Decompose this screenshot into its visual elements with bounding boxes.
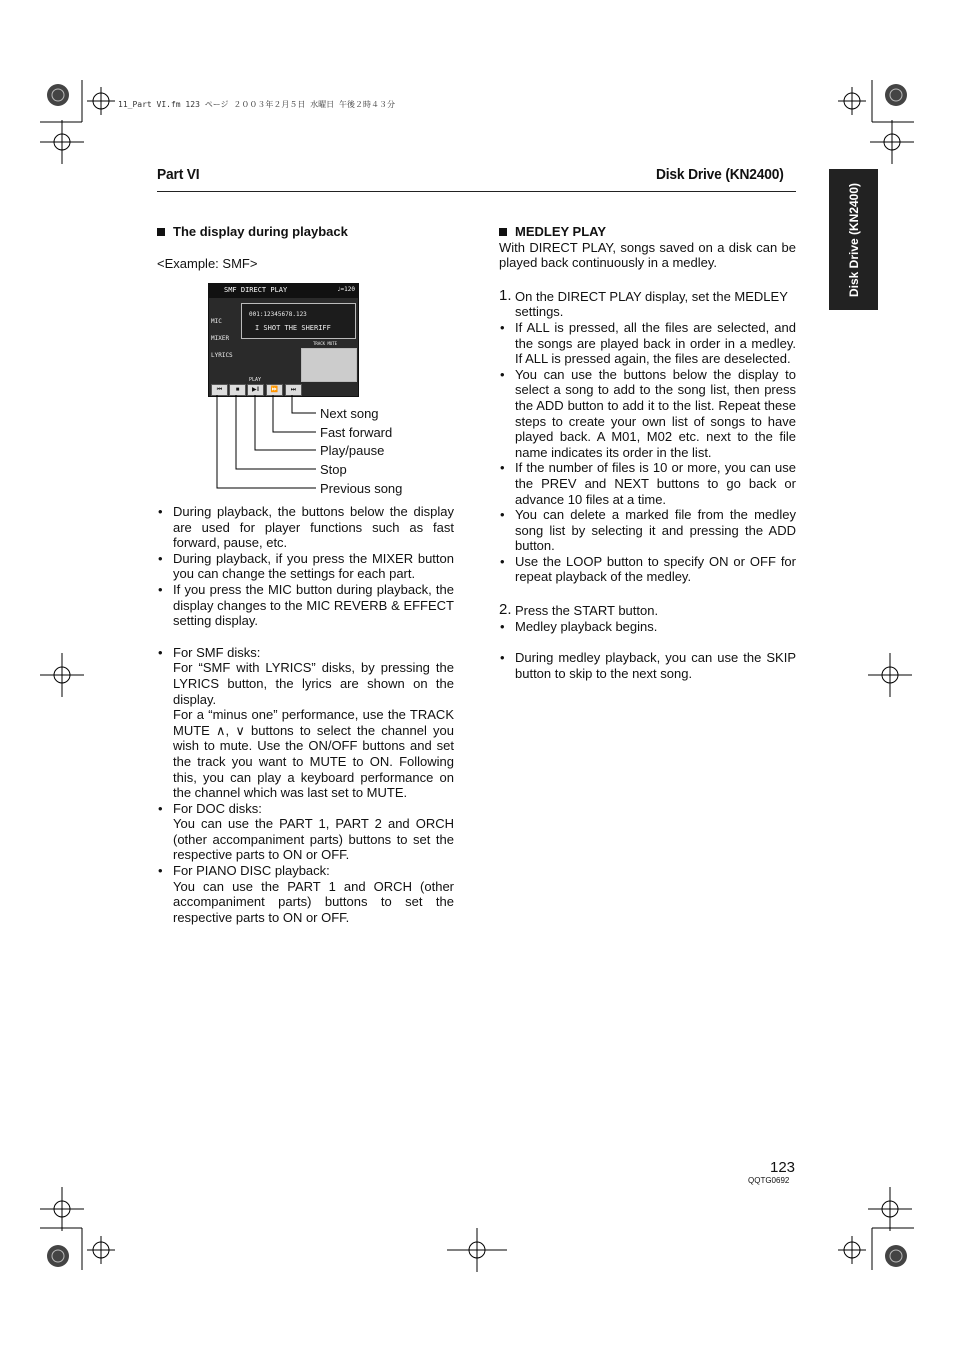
callout-play-pause: Play/pause: [320, 443, 385, 458]
list-item: • Medley playback begins.: [499, 619, 796, 635]
screen-title: SMF DIRECT PLAY: [224, 286, 288, 294]
smf-heading: • For SMF disks:: [157, 645, 454, 661]
section-heading-medley: MEDLEY PLAY: [499, 224, 796, 240]
list-item: • You can delete a marked file from the medley song list by selecting it and pressing the ADD button.: [499, 507, 796, 554]
smf-paragraph-2: For a “minus one” performance, use the TRACK MUTE ∧, ∨ buttons to select the channel you wish to mute. Use the ON/OFF buttons and set the track you want to MUTE to ON. Following this, you can play a keyboard performance on the channel which was last set to MUTE.: [173, 707, 454, 801]
doc-paragraph: You can use the PART 1, PART 2 and ORCH (other accompaniment parts) buttons to set the respective parts to ON or OFF.: [173, 816, 454, 863]
list-item: • Use the LOOP button to specify ON or OFF for repeat playback of the medley.: [499, 554, 796, 585]
smf-paragraph-1: For “SMF with LYRICS” disks, by pressing the LYRICS button, the lyrics are shown on the display.: [173, 660, 454, 707]
list-item: • If you press the MIC button during playback, the display changes to the MIC REVERB & EFFECT setting display.: [157, 582, 454, 629]
section-heading-playback: The display during playback: [157, 224, 454, 240]
piano-heading: • For PIANO DISC playback:: [157, 863, 454, 879]
song-file-line: 001:12345678.123: [249, 311, 307, 318]
step-2-number: 2.: [499, 601, 512, 619]
previous-song-button: ⏮: [211, 384, 228, 396]
callout-stop: Stop: [320, 462, 347, 477]
callout-fast-forward: Fast forward: [320, 425, 393, 440]
list-item: • During playback, if you press the MIXER button you can change the settings for each part.: [157, 551, 454, 582]
song-name: I SHOT THE SHERIFF: [255, 324, 331, 332]
file-meta: 11_Part VI.fm 123 ページ ２００３年２月５日 水曜日 午後２時４３分: [118, 100, 395, 109]
screen-menu-mixer: MIXER: [211, 335, 230, 342]
play-label: PLAY: [249, 377, 262, 383]
screen-menu-lyrics: LYRICS: [211, 352, 233, 359]
step-2-text: Press the START button.: [515, 603, 659, 619]
list-item: • If the number of files is 10 or more, you can use the PREV and NEXT buttons to go back or advance 10 files at a time.: [499, 460, 796, 507]
step-2: [499, 603, 796, 619]
screen-menu-mic: MIC: [211, 318, 222, 325]
step-1-text: On the DIRECT PLAY display, set the MEDLEY settings.: [515, 288, 788, 320]
stop-button: ■: [229, 384, 246, 396]
next-song-button: ⏭: [285, 384, 302, 396]
callout-previous-song: Previous song: [320, 481, 403, 496]
step-1-number: 1.: [499, 286, 512, 304]
page-number: 123: [770, 1159, 796, 1176]
medley-note: • During medley playback, you can use the SKIP button to skip to the next song.: [499, 650, 796, 681]
piano-paragraph: You can use the PART 1 and ORCH (other accompaniment parts) buttons to set the respective parts to ON or OFF.: [173, 878, 454, 925]
fast-forward-button: ⏩: [266, 384, 283, 396]
left-column-body: [157, 504, 454, 925]
square-bullet-icon: [499, 228, 507, 236]
play-pause-button: ▶‖: [247, 384, 264, 396]
callout-next-song: Next song: [320, 406, 379, 421]
header-title: Disk Drive (KN2400): [656, 166, 784, 183]
list-item: • You can use the buttons below the display to select a song to add to the song list, then press the ADD button to add it to the list. Repeat these steps to create your own list of songs to have played back. A M01, M02 etc. next to the file name indicates its order in the list.: [499, 367, 796, 461]
medley-intro: With DIRECT PLAY, songs saved on a disk can be played back continuously in a medley.: [499, 239, 796, 271]
side-tab-label: Disk Drive (KN2400): [846, 182, 861, 297]
right-column: [499, 224, 796, 681]
track-mute-label: TRACK MUTE: [313, 341, 338, 346]
example-label: <Example: SMF>: [157, 255, 258, 271]
doc-heading: • For DOC disks:: [157, 801, 454, 817]
document-code: QQTG0692: [748, 1176, 790, 1185]
header-part: Part VI: [157, 166, 200, 183]
list-item: • During playback, the buttons below the display are used for player functions such as fast forward, pause, etc.: [157, 504, 454, 551]
step-1: [499, 286, 796, 320]
list-item: • If ALL is pressed, all the files are selected, and the songs are played back in order in a medley. If ALL is pressed again, the files are deselected.: [499, 320, 796, 367]
screen-tempo: ♩=120: [336, 286, 355, 293]
